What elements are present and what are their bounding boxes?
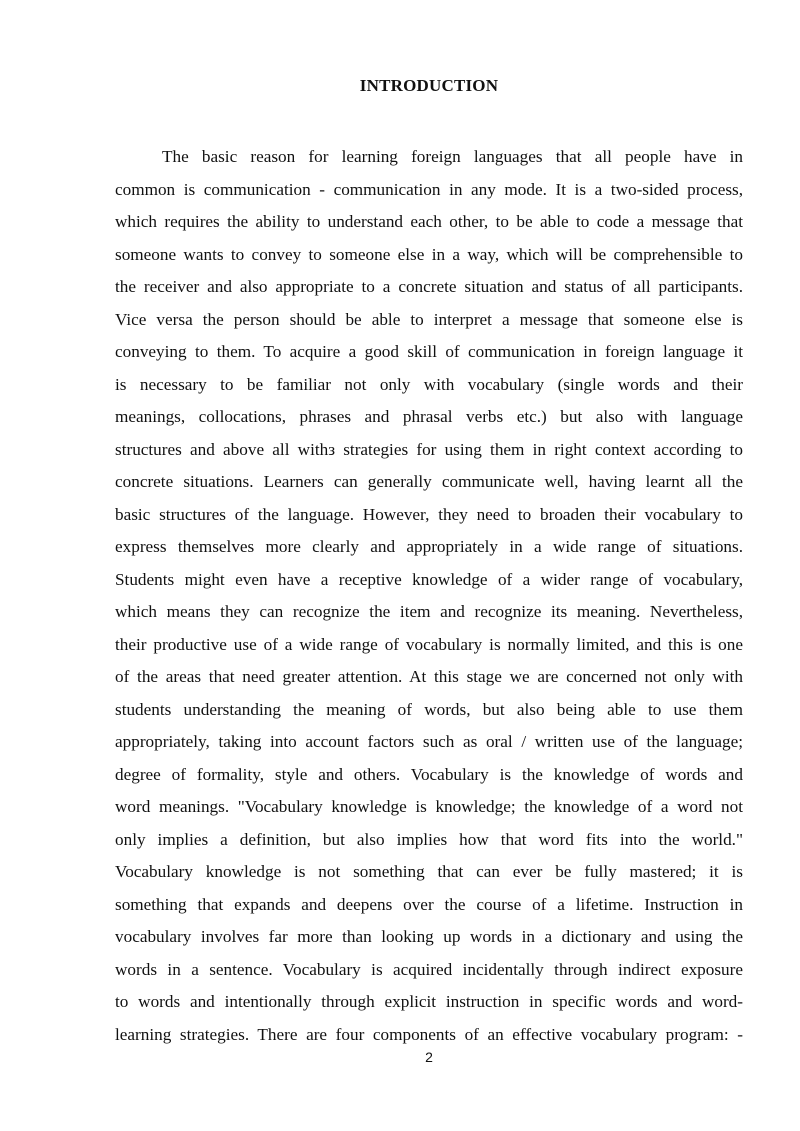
text-line: only implies a definition, but also implies how that word fits into the world." xyxy=(115,829,743,849)
text-line: meanings, collocations, phrases and phrasal verbs etc.) but also with language xyxy=(115,407,743,426)
text-line: something that expands and deepens over the course of a lifetime. Instruction in xyxy=(115,894,743,914)
text-line: conveying to them. To acquire a good skill of communication in foreign language it xyxy=(115,342,743,361)
text-line: the receiver and also appropriate to a concrete situation and status of all participants. xyxy=(115,277,743,296)
text-line: of the areas that need greater attention. At this stage we are concerned not only with xyxy=(115,667,743,686)
text-line: students understanding the meaning of words, but also being able to use them xyxy=(115,699,743,719)
text-line: their productive use of a wide range of vocabulary is normally limited, and this is one xyxy=(115,634,743,654)
text-line: vocabulary involves far more than looking up words in a dictionary and using the xyxy=(115,927,743,946)
text-line: which requires the ability to understand each other, to be able to code a message that xyxy=(115,212,743,231)
text-line: Students might even have a receptive knowledge of a wider range of vocabulary, xyxy=(115,569,743,589)
body-paragraph xyxy=(115,141,743,1051)
text-line: which means they can recognize the item and recognize its meaning. Nevertheless, xyxy=(115,602,743,621)
text-line: structures and above all withз strategies for using them in right context according to xyxy=(115,439,743,459)
page-title: INTRODUCTION xyxy=(359,76,499,95)
text-line: Vocabulary knowledge is not something that can ever be fully mastered; it is xyxy=(115,862,743,881)
text-line: appropriately, taking into account factors such as oral / written use of the language; xyxy=(115,732,743,751)
page-number: 2 xyxy=(425,1049,433,1065)
text-line: degree of formality, style and others. Vocabulary is the knowledge of words and xyxy=(115,764,743,784)
text-line: common is communication - communication in any mode. It is a two-sided process, xyxy=(115,179,743,199)
text-line: The basic reason for learning foreign languages that all people have in xyxy=(162,147,743,166)
text-line: basic structures of the language. However, they need to broaden their vocabulary to xyxy=(115,504,743,524)
text-line: Vice versa the person should be able to interpret a message that someone else is xyxy=(115,309,743,329)
text-line: word meanings. "Vocabulary knowledge is knowledge; the knowledge of a word not xyxy=(115,797,743,816)
text-line: to words and intentionally through explicit instruction in specific words and word- xyxy=(115,992,743,1011)
text-line: someone wants to convey to someone else in a way, which will be comprehensible to xyxy=(115,244,743,264)
text-line: is necessary to be familiar not only with vocabulary (single words and their xyxy=(115,374,743,394)
text-line: learning strategies. There are four components of an effective vocabulary program: - xyxy=(115,1024,743,1044)
text-line: words in a sentence. Vocabulary is acquired incidentally through indirect exposure xyxy=(115,959,743,979)
text-line: express themselves more clearly and appropriately in a wide range of situations. xyxy=(115,537,743,556)
text-line: concrete situations. Learners can generally communicate well, having learnt all the xyxy=(115,472,743,491)
